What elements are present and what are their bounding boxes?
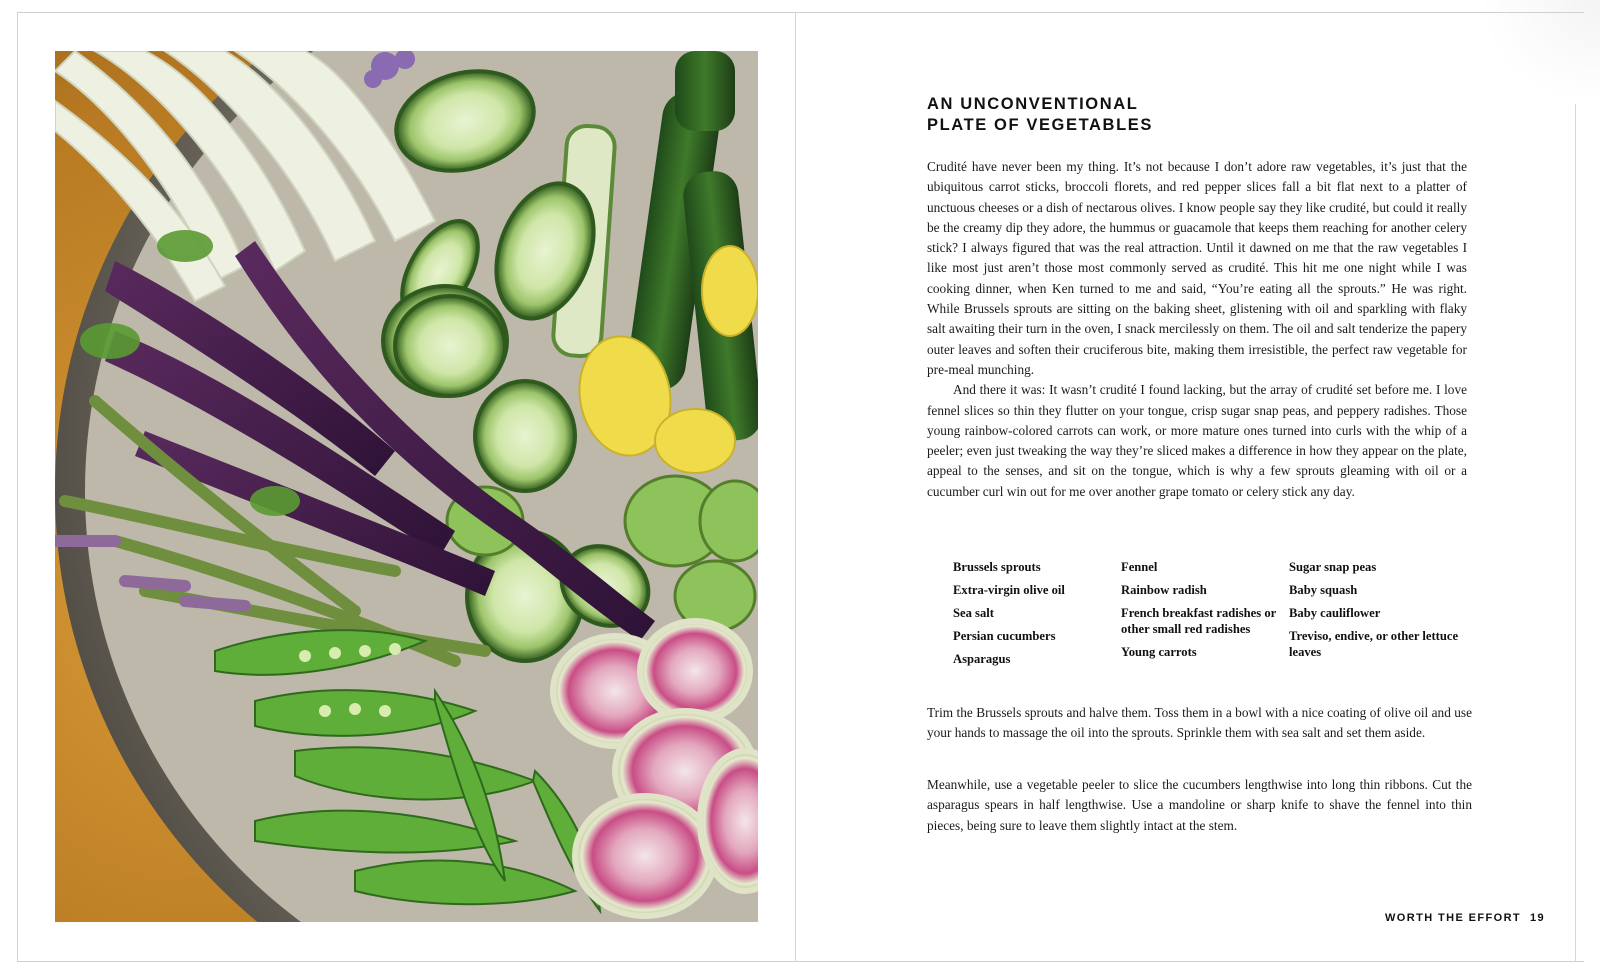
ingredient-item: Brussels sprouts [953, 560, 1041, 574]
ingredient-column-3 [1289, 560, 1469, 675]
intro-paragraph-1: Crudité have never been my thing. It’s not because I don’t adore raw vegetables, it’s just that the ubiquitous carrot sticks, broccoli florets, and red pepper slices fall a bit flat next to a platter of unctuous cheeses or a dish of nectarous olives. I know people say they like crudité, but could it really be the creamy dip they adore, the hummus or guacamole that keeps them reaching for another celery stick? I always figured that was the real attraction. Until it dawned on me that the raw vegetables I like most just aren’t those most commonly served as crudité. This hit me one night while I was cooking dinner, when Ken turned to me and said, “You’re eating all the sprouts.” He was right. While Brussels sprouts are sitting on the baking sheet, glistening with oil and sparkling with flaky salt awaiting their turn in the oven, I snack mercilessly on them. The oil and salt tenderize the papery outer leaves and soften their cruciferous bite, making them irresistible, the perfect raw vegetable for pre-meal munching. [927, 159, 1467, 377]
page-footer [1385, 912, 1545, 924]
ingredient-item: Baby cauliflower [1289, 606, 1381, 620]
recipe-title-line-1: AN UNCONVENTIONAL [927, 95, 1139, 113]
vegetable-platter-photo [55, 51, 758, 922]
ingredient-item: Treviso, endive, or other lettuce leaves [1289, 629, 1459, 659]
intro-paragraph-2: And there it was: It wasn’t crudité I found lacking, but the array of crudité set before me. I love fennel slices so thin they flutter on your tongue, crisp sugar snap peas, and peppery radishes. Those young rainbow-colored carrots can work, or more mature ones turned into curls with the whip of a peeler; even just tweaking the way they’re sliced makes a difference in how they appear on the plate, appeal to the senses, and sit on the tongue, which is why a few sprouts gleaming with oil or a cucumber curl win out for me over another grape tomato or celery stick any day. [927, 382, 1467, 499]
ingredient-item: Young carrots [1121, 644, 1197, 659]
ingredient-item: Persian cucumbers [953, 629, 1056, 643]
ingredient-item: Rainbow radish [1121, 583, 1207, 597]
right-page-edge [1575, 104, 1576, 962]
ingredient-item: Extra-virgin olive oil [953, 583, 1065, 597]
recipe-title [927, 94, 1153, 136]
page-gutter [795, 12, 796, 962]
ingredient-item: Fennel [1121, 560, 1158, 574]
ingredient-item: French breakfast radishes or other small red radishes [1121, 606, 1276, 636]
ingredient-list [953, 560, 1473, 675]
instruction-step-2: Meanwhile, use a vegetable peeler to slice the cucumbers lengthwise into long thin ribbons. Cut the asparagus spears in half lengthwise. Use a mandoline or sharp knife to shave the fennel into thin pieces, being sure to leave them slightly intact at the stem. [927, 777, 1472, 833]
ingredient-column-2 [1121, 560, 1289, 675]
ingredient-item: Baby squash [1289, 583, 1358, 597]
ingredient-item: Sea salt [953, 606, 994, 620]
ingredient-item: Sugar snap peas [1289, 560, 1377, 574]
intro-text [927, 157, 1467, 502]
ingredient-item: Asparagus [953, 652, 1011, 666]
ingredient-column-1 [953, 560, 1121, 675]
page-number: 19 [1529, 912, 1546, 924]
running-footer-section: WORTH THE EFFORT [1385, 912, 1522, 924]
recipe-title-line-2: PLATE OF VEGETABLES [927, 116, 1153, 134]
instruction-step-1: Trim the Brussels sprouts and halve them. Toss them in a bowl with a nice coating of olive oil and use your hands to massage the oil into the sprouts. Sprinkle them with sea salt and set them aside. [927, 705, 1472, 741]
